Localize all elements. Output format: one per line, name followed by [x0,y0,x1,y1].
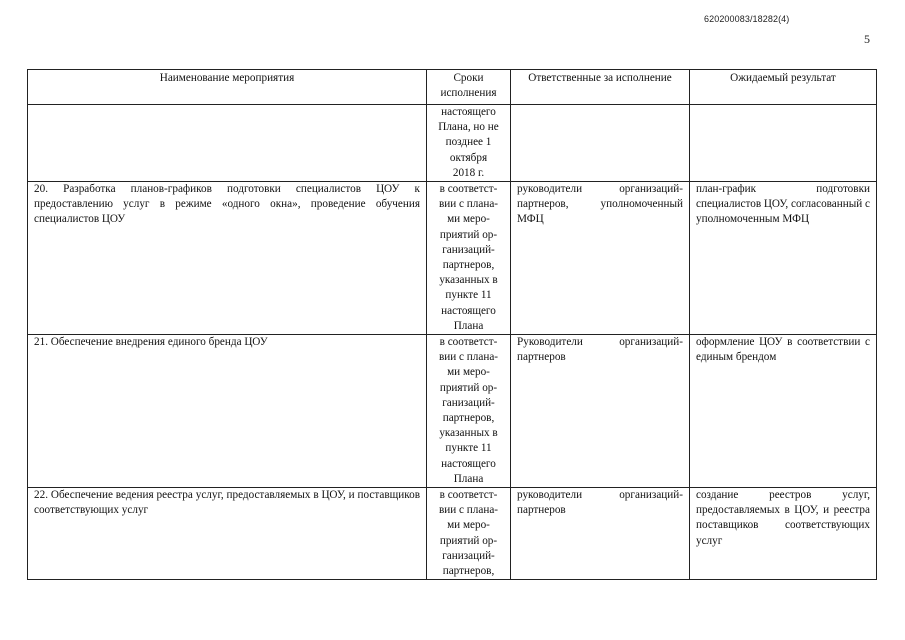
deadline-cell [427,182,511,335]
deadline-cell [427,335,511,488]
deadline-line: настоящего [441,457,496,470]
deadline-line: в соответст- [439,183,498,196]
deadline-line: ми меро- [447,519,490,532]
table-row [28,335,877,488]
column-header-deadline: Сроки исполнения [427,70,511,105]
deadline-line: Плана [453,319,484,332]
column-header-responsible: Ответственные за исполнение [511,70,690,105]
deadline-line: ганизаций- [442,549,495,562]
deadline-line: пункте 11 [445,289,492,302]
deadline-line: партнеров, [442,412,495,425]
deadline-line: приятий ор- [439,534,498,547]
result-cell: оформление ЦОУ в соответствии с единым брендом [690,335,877,488]
result-cell [690,105,877,182]
responsible-cell: руководители организаций-партнеров [511,488,690,580]
result-cell: создание реестров услуг, предоставляемых в ЦОУ, и реестра поставщиков соответствующих услуг [690,488,877,580]
deadline-line: ми меро- [447,213,490,226]
column-header-result: Ожидаемый результат [690,70,877,105]
deadline-line: настоящего [441,304,496,317]
deadline-cell [427,488,511,580]
deadline-line: пункте 11 [445,442,492,455]
deadline-line: партнеров, [442,565,495,578]
table-row [28,488,877,580]
table-row-continuation [28,105,877,182]
deadline-line: в соответст- [439,489,498,502]
responsible-cell: Руководители организаций-партнеров [511,335,690,488]
deadline-line: 2018 г. [452,166,485,179]
deadline-line: в соответст- [439,336,498,349]
deadline-line: настоящего [441,106,496,118]
responsible-cell: руководители организаций-партнеров, уполномоченный МФЦ [511,182,690,335]
action-plan-table [27,69,877,580]
deadline-line: вии с плана- [438,504,499,517]
deadline-line: приятий ор- [439,228,498,241]
deadline-line: октября [449,151,488,164]
table-row [28,182,877,335]
deadline-line: вии с плана- [438,351,499,364]
deadline-line: приятий ор- [439,381,498,394]
deadline-line: партнеров, [442,259,495,272]
deadline-line: позднее 1 [445,136,492,149]
activity-name: 22. Обеспечение ведения реестра услуг, предоставляемых в ЦОУ, и поставщиков соответствующих услуг [28,488,427,580]
deadline-line: указанных в [439,274,498,287]
deadline-line: указанных в [439,427,498,440]
activity-name: 20. Разработка планов-графиков подготовки специалистов ЦОУ к предоставлению услуг в режиме «одного окна», проведение обучения специалистов ЦОУ [28,182,427,335]
deadline-line: Плана [453,472,484,485]
page-number: 5 [864,32,870,46]
deadline-line: ганизаций- [442,396,495,409]
deadline-cell [427,105,511,182]
deadline-line: ганизаций- [442,243,495,256]
document-id: 620200083/18282(4) [704,14,790,24]
column-header-name: Наименование мероприятия [28,70,427,105]
deadline-line: вии с плана- [438,198,499,211]
deadline-line: ми меро- [447,366,490,379]
deadline-line: Плана, но не [438,121,499,134]
responsible-cell [511,105,690,182]
table-header-row [28,70,877,105]
name-cell [28,105,427,182]
result-cell: план-график подготовки специалистов ЦОУ, согласованный с уполномоченным МФЦ [690,182,877,335]
activity-name: 21. Обеспечение внедрения единого бренда ЦОУ [28,335,427,488]
